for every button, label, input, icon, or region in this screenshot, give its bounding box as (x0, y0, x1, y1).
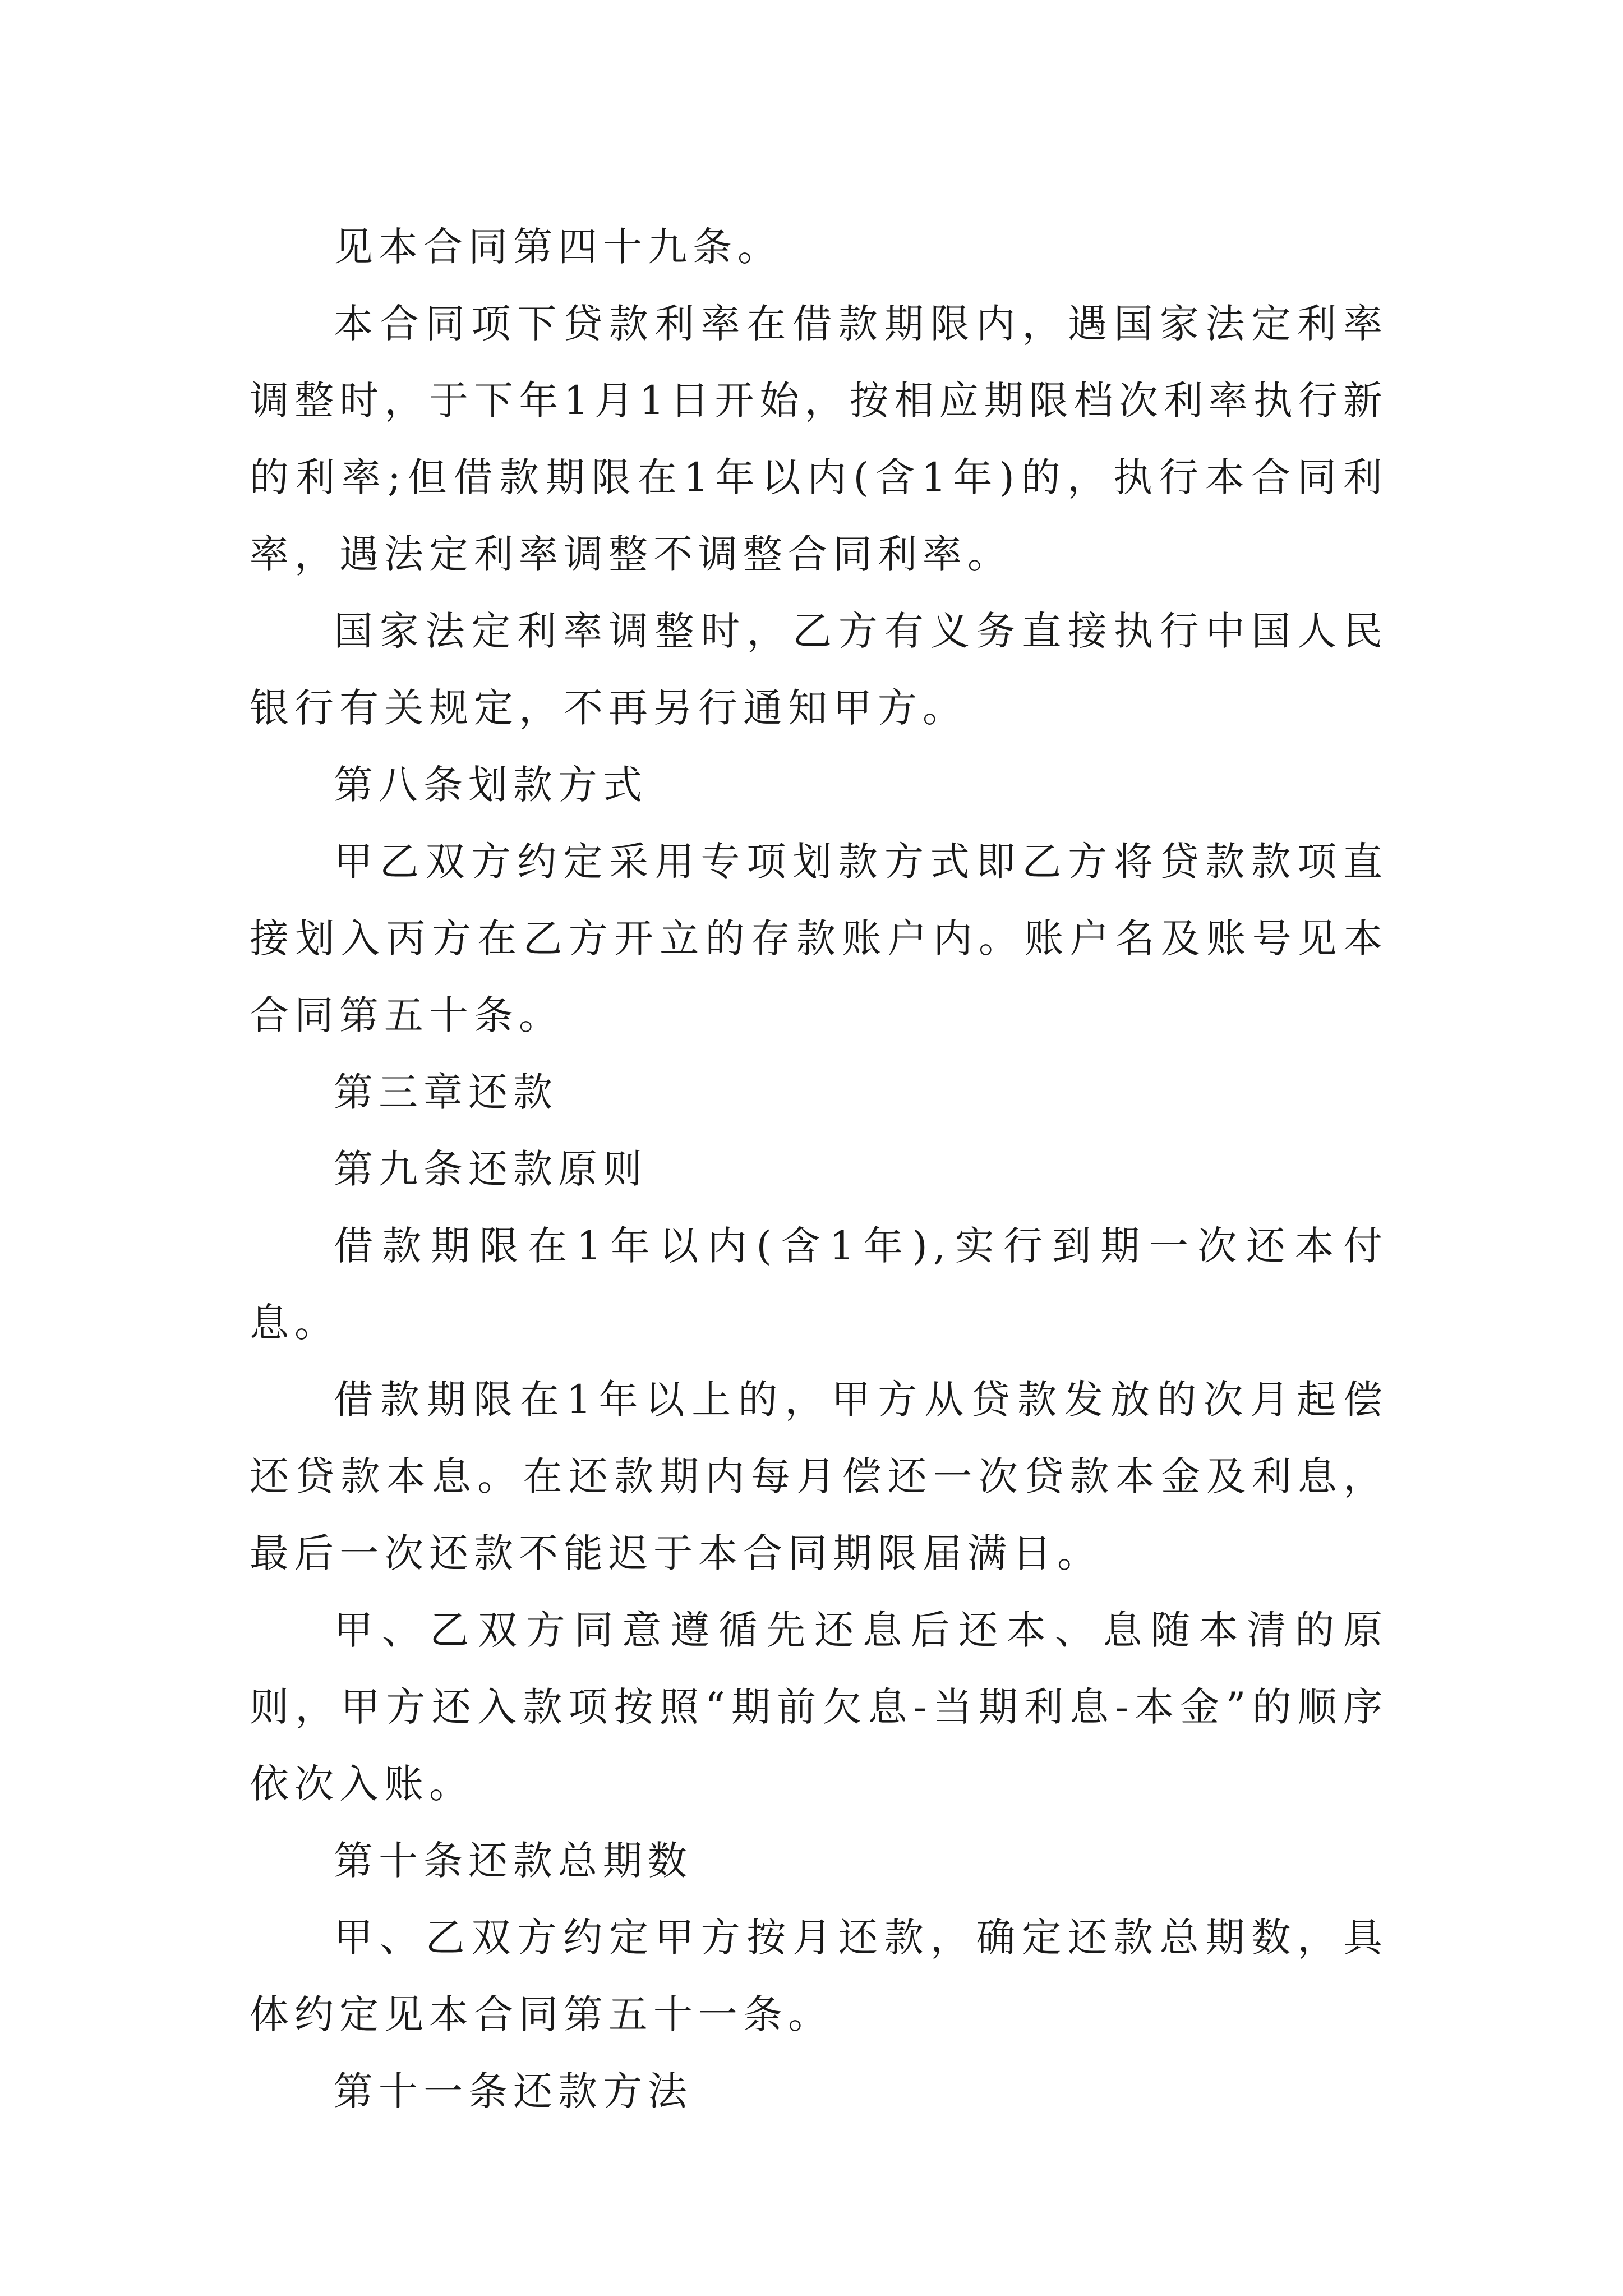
article-9-heading: 第九条还款原则 (334, 1146, 648, 1192)
paragraph-total-periods: 甲、乙双方约定甲方按月还款，确定还款总期数，具体约定见本合同第五十一条。 (250, 1915, 1388, 2037)
paragraph-transfer-method: 甲乙双方约定采用专项划款方式即乙方将贷款款项直接划入丙方在乙方开立的存款账户内。账户名及账号见本合同第五十条。 (250, 839, 1388, 1038)
article-10-heading: 第十条还款总期数 (334, 1838, 693, 1884)
paragraph-interest-rate-adjustment: 本合同项下贷款利率在借款期限内，遇国家法定利率调整时，于下年1月1日开始，按相应期限档次利率执行新的利率;但借款期限在1年以内(含1年)的，执行本合同利率，遇法定利率调整不调整合同利率。 (250, 301, 1388, 577)
paragraph-bank-obligation: 国家法定利率调整时，乙方有义务直接执行中国人民银行有关规定，不再另行通知甲方。 (250, 608, 1388, 731)
article-11-heading: 第十一条还款方法 (334, 2068, 693, 2114)
paragraph-long-term-repayment: 借款期限在1年以上的，甲方从贷款发放的次月起偿还贷款本息。在还款期内每月偿还一次贷款本金及利息，最后一次还款不能迟于本合同期限届满日。 (250, 1377, 1388, 1576)
article-8-heading: 第八条划款方式 (334, 762, 648, 808)
paragraph-reference-article-49: 见本合同第四十九条。 (334, 224, 782, 270)
paragraph-short-term-repayment: 借款期限在1年以内(含1年),实行到期一次还本付息。 (250, 1223, 1388, 1346)
chapter-3-heading: 第三章还款 (334, 1069, 558, 1115)
document-body (250, 209, 1388, 2130)
paragraph-repayment-order: 甲、乙双方同意遵循先还息后还本、息随本清的原则，甲方还入款项按照“期前欠息-当期利息-本金”的顺序依次入账。 (250, 1607, 1388, 1807)
